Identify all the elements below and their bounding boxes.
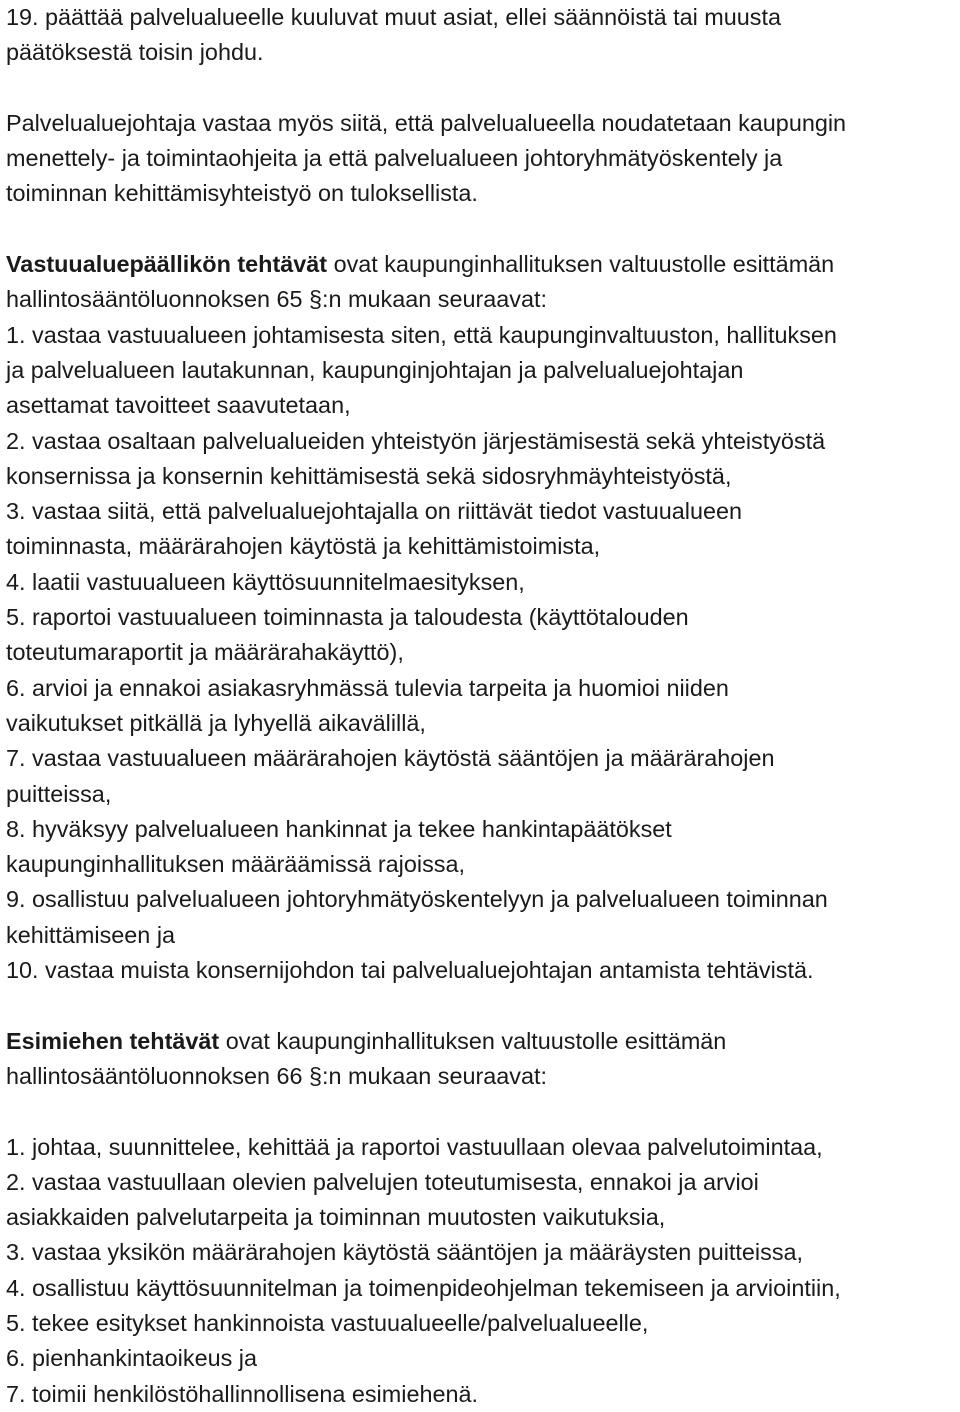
- section-heading: [6, 247, 956, 282]
- text-line: päätöksestä toisin johdu.: [6, 39, 264, 66]
- section-heading-bold: Esimiehen tehtävät: [6, 1027, 220, 1054]
- paragraph-director: [6, 106, 956, 212]
- section-heading-line2: hallintosääntöluonnoksen 66 §:n mukaan seuraavat:: [6, 1062, 547, 1089]
- list-item-line: kaupunginhallituksen määräämissä rajoissa,: [6, 851, 465, 878]
- list-item-line: 5. raportoi vastuualueen toiminnasta ja taloudesta (käyttötalouden: [6, 604, 689, 631]
- text-line: 19. päättää palvelualueelle kuuluvat muut asiat, ellei säännöistä tai muusta: [6, 4, 781, 30]
- list-item-line: toteutumaraportit ja määrärahakäyttö),: [6, 639, 404, 666]
- list-item-line: 5. tekee esitykset hankinnoista vastuualueelle/palvelualueelle,: [6, 1309, 649, 1336]
- text-line: Palvelualuejohtaja vastaa myös siitä, että palvelualueella noudatetaan kaupungin: [6, 109, 847, 136]
- list-item-line: 8. hyväksyy palvelualueen hankinnat ja tekee hankintapäätökset: [6, 815, 672, 842]
- intro-item-19: [6, 0, 956, 71]
- list-item-line: toiminnasta, määrärahojen käytöstä ja kehittämistoimista,: [6, 533, 601, 560]
- paragraph-gap: [6, 71, 956, 106]
- list-item-line: kehittämiseen ja: [6, 921, 176, 948]
- list-item-line: 10. vastaa muista konsernijohdon tai palvelualuejohtajan antamista tehtävistä.: [6, 957, 814, 984]
- list-item-line: 3. vastaa yksikön määrärahojen käytöstä sääntöjen ja määräysten puitteissa,: [6, 1239, 804, 1266]
- list-item-line: 3. vastaa siitä, että palvelualuejohtajalla on riittävät tiedot vastuualueen: [6, 498, 742, 525]
- section-heading: [6, 1024, 956, 1059]
- section-heading-line2: hallintosääntöluonnoksen 65 §:n mukaan seuraavat:: [6, 286, 547, 313]
- list-item-line: 9. osallistuu palvelualueen johtoryhmätyöskentelyyn ja palvelualueen toiminnan: [6, 886, 828, 913]
- paragraph-gap: [6, 212, 956, 247]
- document-page: [6, 0, 956, 1412]
- list-item-line: 2. vastaa osaltaan palvelualueiden yhteistyön järjestämisestä sekä yhteistyöstä: [6, 427, 826, 454]
- section-heading-rest: ovat kaupunginhallituksen valtuustolle esittämän: [219, 1027, 727, 1054]
- list-item-line: 4. osallistuu käyttösuunnitelman ja toimenpideohjelman tekemiseen ja arviointiin,: [6, 1274, 841, 1301]
- paragraph-gap: [6, 1094, 956, 1129]
- section-heading-rest: ovat kaupunginhallituksen valtuustolle esittämän: [327, 251, 835, 278]
- section-vastuualue: [6, 247, 956, 988]
- list-item-line: 2. vastaa vastuullaan olevien palvelujen toteutumisesta, ennakoi ja arvioi: [6, 1168, 759, 1195]
- list-item-line: 4. laatii vastuualueen käyttösuunnitelmaesityksen,: [6, 568, 525, 595]
- list-item-line: puitteissa,: [6, 780, 112, 807]
- list-item-line: ja palvelualueen lautakunnan, kaupunginjohtajan ja palvelualuejohtajan: [6, 356, 744, 383]
- text-line: toiminnan kehittämisyhteistyö on tuloksellista.: [6, 180, 478, 207]
- list-item-line: 6. pienhankintaoikeus ja: [6, 1345, 257, 1372]
- list-item-line: konsernissa ja konsernin kehittämisestä sekä sidosryhmäyhteistyöstä,: [6, 462, 732, 489]
- text-line: menettely- ja toimintaohjeita ja että palvelualueen johtoryhmätyöskentely ja: [6, 145, 783, 172]
- list-item-line: asettamat tavoitteet saavutetaan,: [6, 392, 351, 419]
- list-item-line: 1. vastaa vastuualueen johtamisesta siten, että kaupunginvaltuuston, hallituksen: [6, 321, 837, 348]
- list-item-line: 6. arvioi ja ennakoi asiakasryhmässä tulevia tarpeita ja huomioi niiden: [6, 674, 729, 701]
- section-esimies: [6, 1024, 956, 1412]
- list-item-line: 1. johtaa, suunnittelee, kehittää ja raportoi vastuullaan olevaa palvelutoimintaa,: [6, 1133, 823, 1160]
- list-item-line: 7. toimii henkilöstöhallinnollisena esimiehenä.: [6, 1380, 478, 1407]
- paragraph-gap: [6, 988, 956, 1023]
- section-heading-bold: Vastuualuepäällikön tehtävät: [6, 251, 328, 278]
- list-item-line: asiakkaiden palvelutarpeita ja toiminnan muutosten vaikutuksia,: [6, 1204, 666, 1231]
- list-item-line: vaikutukset pitkällä ja lyhyellä aikavälillä,: [6, 709, 426, 736]
- list-item-line: 7. vastaa vastuualueen määrärahojen käytöstä sääntöjen ja määrärahojen: [6, 745, 775, 772]
